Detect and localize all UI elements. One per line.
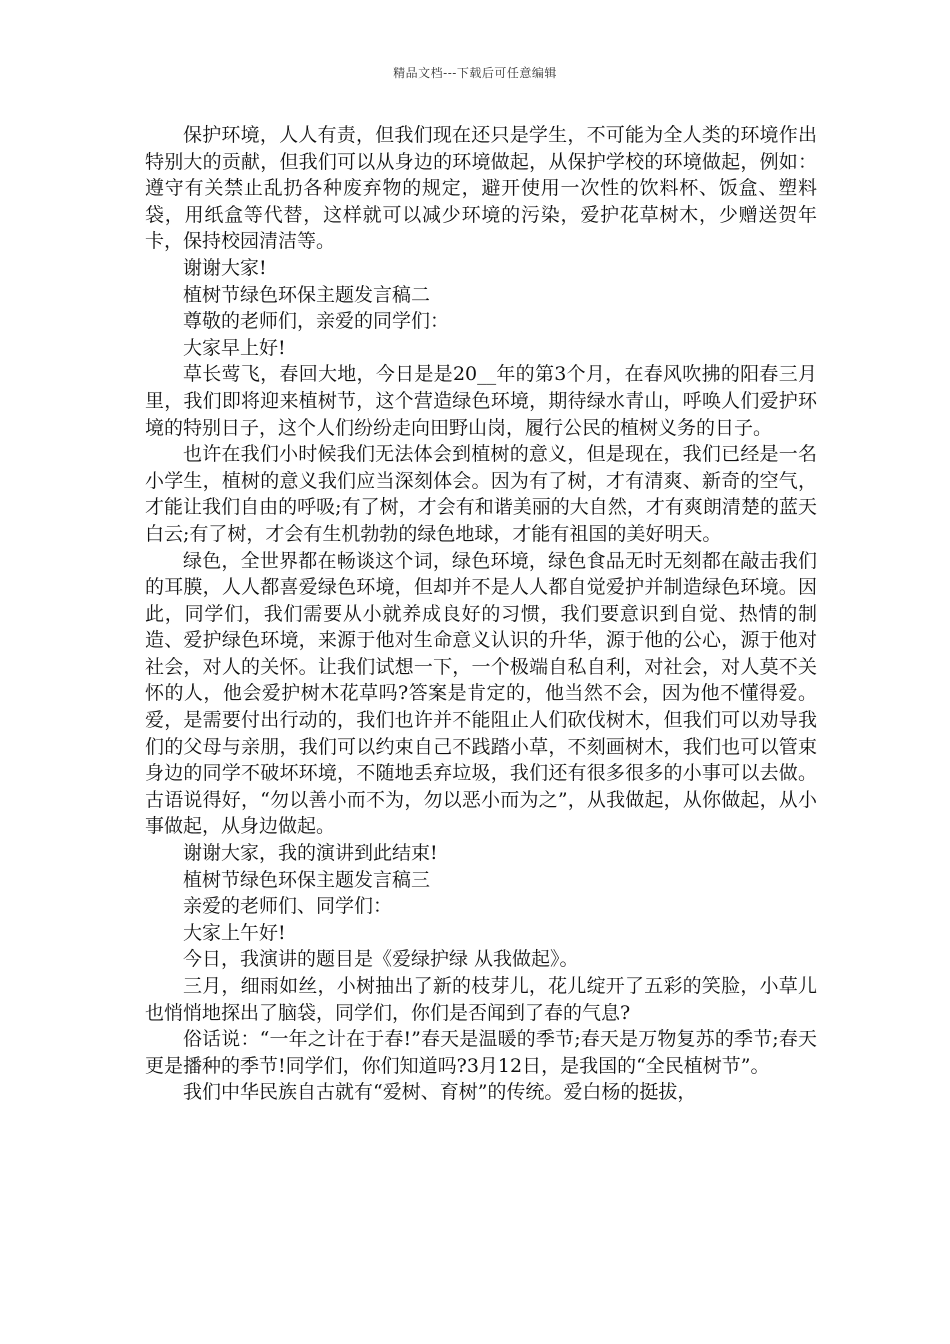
- paragraph-16: 我们中华民族自古就有“爱树、育树”的传统。爱白杨的挺拔，: [183, 1081, 697, 1104]
- paragraph-12: 大家上午好!: [183, 921, 286, 944]
- page-header: 精品文档---下载后可任意编辑: [393, 66, 557, 80]
- paragraph-2: 谢谢大家!: [183, 256, 267, 279]
- paragraph-14: 三月，细雨如丝，小树抽出了新的枝芽儿，花儿绽开了五彩的笑脸，小草儿也悄悄地探出了脑袋，同学们，你们是否闻到了春的气息?: [145, 975, 817, 1024]
- document-body: [145, 122, 817, 1106]
- paragraph-4: 尊敬的老师们，亲爱的同学们：: [183, 310, 450, 333]
- paragraph-15: 俗话说：“一年之计在于春!”春天是温暖的季节;春天是万物复苏的季节;春天更是播种的季节!同学们，你们知道吗?3月12日，是我国的“全民植树节”。: [145, 1028, 817, 1077]
- paragraph-13: 今日，我演讲的题目是《爱绿护绿 从我做起》。: [183, 948, 579, 971]
- paragraph-11: 亲爱的老师们、同学们：: [183, 895, 393, 918]
- paragraph-6: 草长莺飞，春回大地，今日是是20__年的第3个月，在春风吹拂的阳春三月里，我们即将迎来植树节，这个营造绿色环境，期待绿水青山，呼唤人们爱护环境的特别日子，这个人们纷纷走向田野山岗，履行公民的植树义务的日子。: [145, 363, 817, 439]
- paragraph-9: 谢谢大家，我的演讲到此结束!: [183, 842, 438, 865]
- paragraph-5: 大家早上好!: [183, 336, 286, 359]
- section-title-3: 植树节绿色环保主题发言稿三: [183, 868, 431, 891]
- paragraph-7: 也许在我们小时候我们无法体会到植树的意义，但是现在，我们已经是一名小学生，植树的意义我们应当深刻体会。因为有了树，才有清爽、新奇的空气，才能让我们自由的呼吸;有了树，才会有和谐美丽的大自然，才有爽朗清楚的蓝天白云;有了树，才会有生机勃勃的绿色地球，才能有祖国的美好明天。: [145, 443, 817, 545]
- paragraph-8: 绿色，全世界都在畅谈这个词，绿色环境，绿色食品无时无刻都在敲击我们的耳膜，人人都喜爱绿色环境，但却并不是人人都自觉爱护并制造绿色环境。因此，同学们，我们需要从小就养成良好的习惯，我们要意识到自觉、热情的制造、爱护绿色环境，来源于他对生命意义认识的升华，源于他的公心，源于他对社会，对人的关怀。让我们试想一下，一个极端自私自利，对社会，对人莫不关怀的人，他会爱护树木花草吗?答案是肯定的，他当然不会，因为他不懂得爱。爱，是需要付出行动的，我们也许并不能阻止人们砍伐树木，但我们可以劝导我们的父母与亲朋，我们可以约束自己不践踏小草，不刻画树木，我们也可以管束身边的同学不破坏环境，不随地丢弃垃圾，我们还有很多很多的小事可以去做。古语说得好，“勿以善小而不为，勿以恶小而为之”，从我做起，从你做起，从小事做起，从身边做起。: [145, 549, 817, 838]
- section-title-2: 植树节绿色环保主题发言稿二: [183, 283, 431, 306]
- paragraph-1: 保护环境，人人有责，但我们现在还只是学生，不可能为全人类的环境作出特别大的贡献，但我们可以从身边的环境做起，从保护学校的环境做起，例如：遵守有关禁止乱扔各种废弃物的规定，避开使用一次性的饮料杯、饭盒、塑料袋，用纸盒等代替，这样就可以减少环境的污染，爱护花草树木，少赠送贺年卡，保持校园清洁等。: [145, 124, 817, 253]
